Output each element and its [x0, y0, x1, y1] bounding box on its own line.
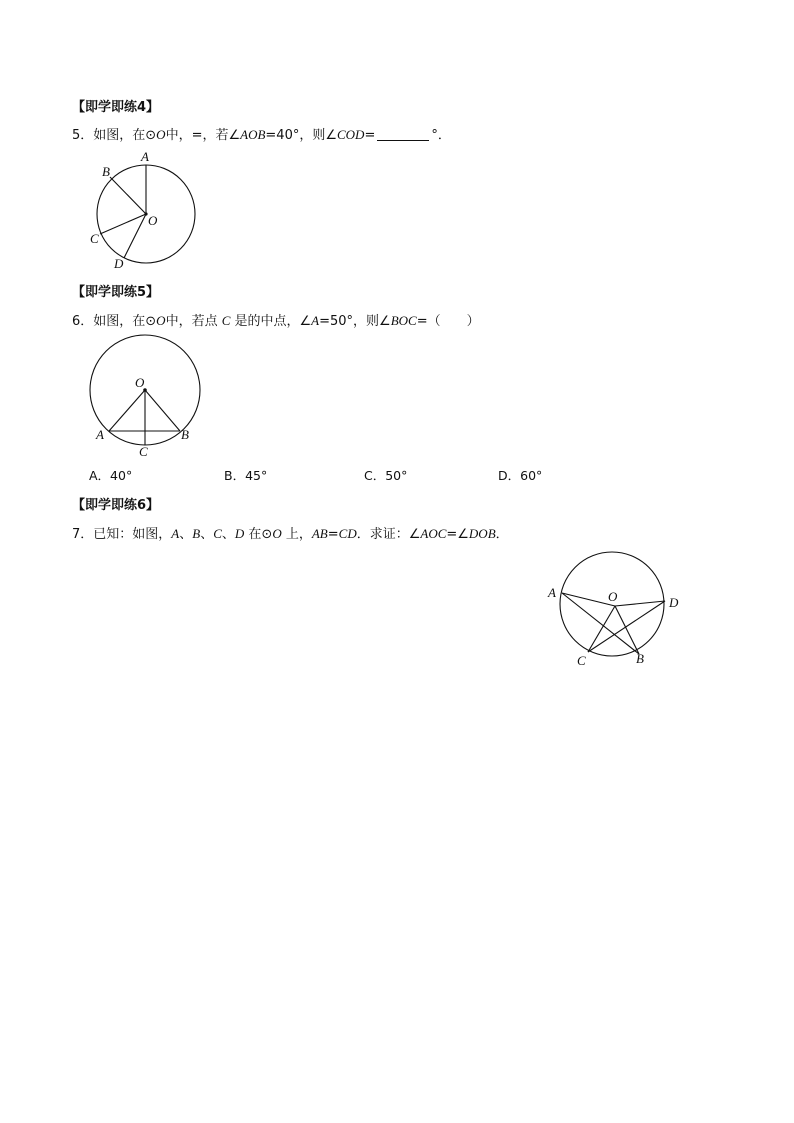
q7-text-5: ．: [495, 527, 509, 542]
answer-blank[interactable]: [377, 128, 429, 141]
q7-o: O: [272, 526, 282, 541]
q5-aob: AOB: [240, 127, 266, 142]
question-6: [72, 310, 480, 329]
q6-text-5: =（ ）: [416, 314, 480, 329]
radius-ob: [110, 177, 146, 214]
q5-o: O: [156, 127, 166, 142]
q6-text-4: =50°，则∠: [319, 314, 391, 329]
q5-text-4: =: [364, 128, 376, 143]
figure-q5: [80, 148, 210, 272]
q5-text-2: 中，=，若∠: [165, 128, 241, 143]
question-7: [72, 523, 509, 542]
label-c: C: [139, 444, 148, 459]
choice-c[interactable]: C．50°: [364, 468, 408, 483]
q7-sep-3: 、: [221, 527, 235, 542]
q6-o: O: [156, 313, 166, 328]
segment-od: [615, 601, 665, 606]
q7-eq2: =∠: [446, 527, 469, 542]
q6-a: A: [311, 313, 320, 328]
q6-text-3: 是的中点，∠: [230, 314, 312, 329]
q5-cod: COD: [337, 127, 365, 142]
label-a: A: [141, 149, 149, 164]
q7-dob: DOB: [468, 526, 496, 541]
section-label-4: 【即学即练4】: [72, 100, 160, 115]
label-a: A: [548, 585, 556, 600]
q6-text-1: 6．如图，在⊙: [72, 314, 157, 329]
q5-text-3: =40°，则∠: [265, 128, 337, 143]
radius-oa: [109, 390, 145, 431]
q7-d: D: [234, 526, 245, 541]
label-o: O: [148, 213, 158, 228]
q5-text-1: 5．如图，在⊙: [72, 128, 157, 143]
label-a: A: [96, 427, 104, 442]
q7-sep-1: 、: [179, 527, 193, 542]
q7-text-1: 7．已知：如图，: [72, 527, 172, 542]
section-label-6: 【即学即练6】: [72, 498, 160, 513]
label-c: C: [577, 653, 586, 668]
choice-a[interactable]: A．40°: [89, 468, 133, 483]
radius-od: [124, 214, 146, 258]
q7-sep-2: 、: [200, 527, 214, 542]
label-c: C: [90, 231, 99, 246]
figure-q6: [80, 334, 220, 464]
q7-aoc: AOC: [420, 526, 447, 541]
segment-ob: [615, 606, 639, 654]
q7-a: A: [171, 526, 180, 541]
label-b: B: [102, 164, 110, 179]
segment-oc: [588, 606, 615, 652]
label-d: D: [669, 595, 679, 610]
q6-c: C: [221, 313, 231, 328]
label-o: O: [608, 589, 618, 604]
q6-boc: BOC: [390, 313, 417, 328]
label-d: D: [114, 256, 124, 271]
choice-d[interactable]: D．60°: [498, 468, 543, 483]
q7-text-3: 上，: [281, 527, 312, 542]
section-label-5: 【即学即练5】: [72, 285, 160, 300]
q7-text-4: ．求证：∠: [356, 527, 421, 542]
q6-text-2: 中，若点: [165, 314, 222, 329]
label-b: B: [181, 427, 189, 442]
radius-ob: [145, 390, 180, 431]
q7-c: C: [213, 526, 222, 541]
q7-b: B: [192, 526, 201, 541]
q7-eq: =: [327, 527, 339, 542]
label-o: O: [135, 375, 145, 390]
label-b: B: [636, 651, 644, 666]
radius-oc: [100, 214, 146, 234]
figure-q7: [540, 548, 690, 672]
choice-b[interactable]: B．45°: [224, 468, 268, 483]
question-5: [72, 124, 451, 143]
q5-text-5: °．: [431, 128, 451, 143]
q7-ab: AB: [311, 526, 328, 541]
q7-cd: CD: [338, 526, 357, 541]
q7-text-2: 在⊙: [244, 527, 273, 542]
